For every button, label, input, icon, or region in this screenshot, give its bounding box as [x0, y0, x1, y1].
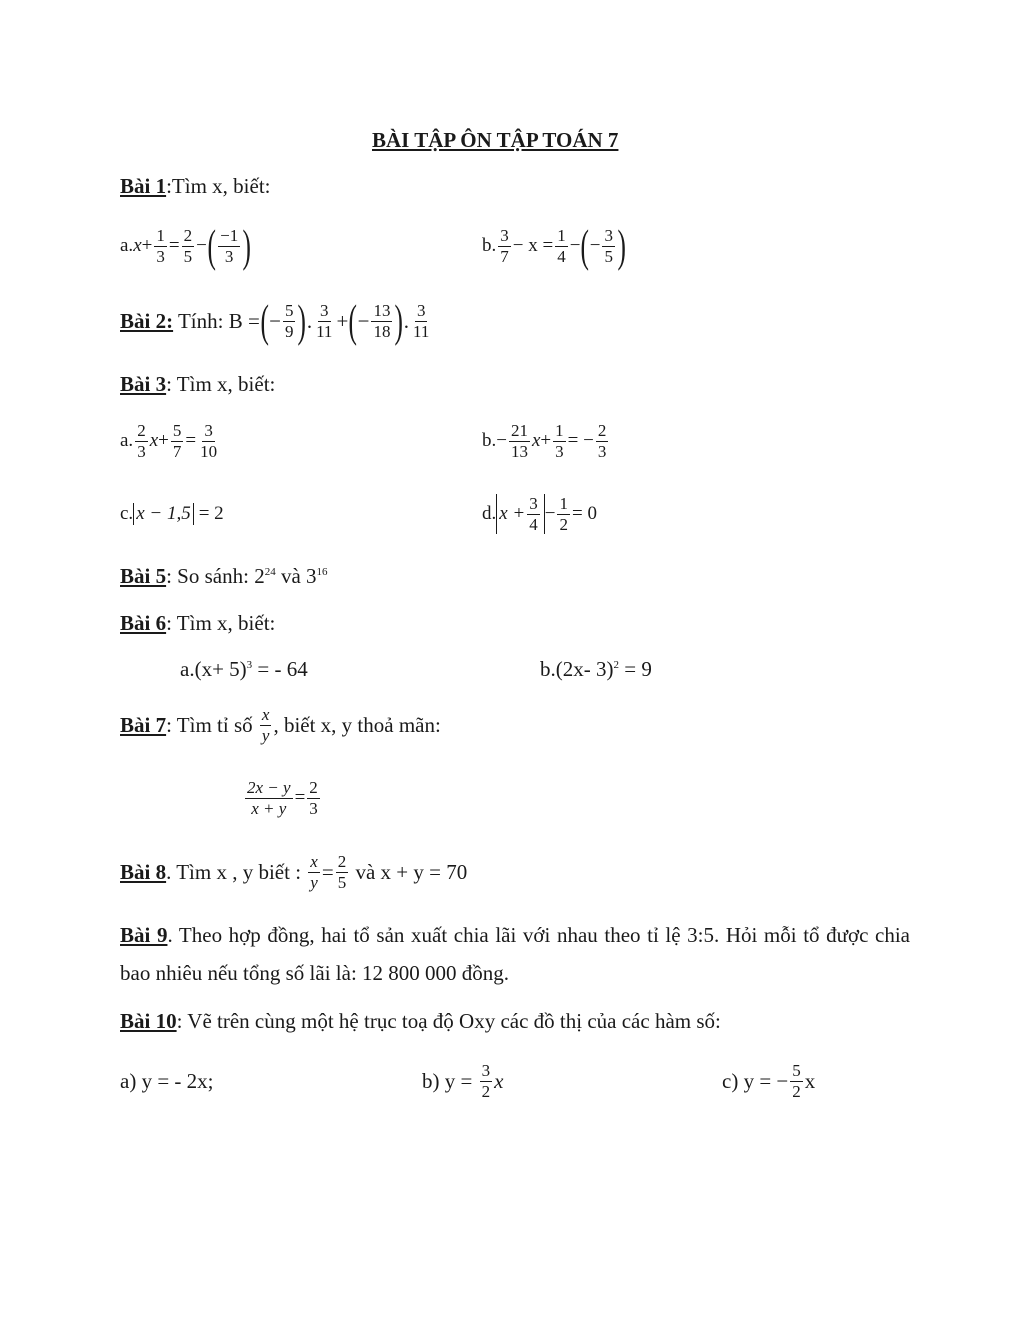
exercise-6b — [540, 659, 652, 680]
ex1a-x: x — [133, 235, 142, 256]
ex2-paren-open-1: ( — [260, 295, 269, 346]
ex5-and: và — [275, 564, 307, 588]
exercise-9 — [120, 916, 910, 992]
exercise-6-text: : Tìm x, biết: — [166, 611, 276, 635]
ex10b-x: x — [494, 1068, 504, 1093]
ex3b-plus: + — [540, 430, 552, 451]
ex3b-neg: − — [496, 430, 507, 451]
ex2-frac-2: $\frac{3}{11}$ — [316, 300, 333, 341]
ex3a-prefix: a. — [120, 430, 134, 451]
ex3d-rest: = 0 — [571, 503, 597, 524]
ex1b-frac-1: $\frac{3}{7}$ — [500, 225, 509, 266]
ex10b-frac: $\frac{3}{2}$ — [481, 1060, 491, 1101]
ex10a-text: a) y = - 2x; — [120, 1068, 214, 1093]
ex3d-frac: $\frac{1}{2}$ — [559, 493, 568, 534]
ex3b-prefix: b. — [482, 430, 497, 451]
ex6a-exp: 3 — [246, 659, 253, 671]
exercise-3a — [120, 414, 221, 468]
ex8-rest: và x + y = 70 — [350, 859, 468, 884]
exercise-10-label: Bài 10 — [120, 1009, 177, 1033]
exercise-3d — [482, 488, 597, 540]
ex3c-rest: = 2 — [198, 503, 224, 524]
exercise-7 — [120, 700, 441, 750]
ex1b-rest: − x = — [512, 235, 554, 256]
exercise-2-label: Bài 2: — [120, 308, 174, 333]
ex7-eq-frac-2: $\frac{2}{3}$ — [309, 777, 318, 818]
exercise-10b — [422, 1055, 503, 1107]
ex1b-minus: − — [569, 235, 581, 256]
exercise-8-label: Bài 8 — [120, 859, 167, 884]
ex8-frac-2: $\frac{2}{5}$ — [337, 851, 347, 892]
ex7-frac: $\frac{x}{y}$ — [261, 704, 270, 745]
ex3c-prefix: c. — [120, 503, 134, 524]
ex3b-x: x — [531, 430, 541, 451]
ex2-paren-close-2: ) — [394, 295, 404, 346]
ex3d-abs-frac: $\frac{3}{4}$ — [529, 493, 538, 534]
exercise-6-heading — [120, 613, 275, 634]
ex1b-paren-open: ( — [580, 220, 590, 271]
ex1a-frac-3: $\frac{-1}{3}$ — [220, 225, 239, 266]
exercise-1-heading — [120, 176, 271, 197]
ex1a-plus: + — [141, 235, 153, 256]
ex3b-frac-1: $\frac{21}{13}$ — [510, 420, 528, 461]
ex10b-prefix: b) y = — [422, 1068, 478, 1093]
page-title: BÀI TẬP ÔN TẬP TOÁN 7 — [372, 128, 619, 152]
ex10c-frac: $\frac{5}{2}$ — [792, 1060, 801, 1101]
ex3a-eq: = — [185, 430, 197, 451]
exercise-10-heading — [120, 1011, 721, 1032]
ex3b-frac-2: $\frac{1}{3}$ — [555, 420, 564, 461]
exercise-3-text: : Tìm x, biết: — [166, 372, 276, 396]
exercise-10-text: : Vẽ trên cùng một hệ trục toạ độ Oxy các đồ thị của các hàm số: — [176, 1009, 721, 1033]
ex3a-plus: + — [158, 430, 169, 451]
ex1a-eq: = — [168, 235, 180, 256]
exercise-2 — [120, 294, 433, 348]
ex1a-frac-2: $\frac{2}{5}$ — [183, 225, 193, 266]
ex2-neg-1: − — [269, 308, 281, 333]
ex1b-frac-3: $\frac{3}{5}$ — [604, 225, 613, 266]
ex3a-frac-2: $\frac{5}{7}$ — [172, 420, 182, 461]
ex3b-eq: = − — [567, 430, 594, 451]
ex5-base-2: 3 — [306, 564, 317, 588]
exercise-5 — [120, 566, 328, 587]
ex1a-paren-open: ( — [207, 220, 216, 271]
ex1b-frac-2: $\frac{1}{4}$ — [557, 225, 566, 266]
ex1b-paren-close: ) — [617, 220, 626, 271]
exercise-6a — [180, 659, 308, 680]
ex7-eq-frac-1: $\frac{2x - y}{x + y}$ — [247, 777, 291, 818]
exercise-1-text: :Tìm x, biết: — [166, 174, 271, 198]
exercise-7-text-1: : Tìm tỉ số — [166, 712, 258, 737]
exercise-1a — [120, 220, 252, 272]
ex6b-prefix: b.(2x- 3) — [540, 657, 614, 681]
exercise-8 — [120, 846, 467, 898]
ex6b-rest: = 9 — [618, 657, 652, 681]
exercise-7-label: Bài 7 — [120, 712, 167, 737]
ex2-paren-close-1: ) — [297, 295, 307, 346]
ex5-base-1: 2 — [254, 564, 265, 588]
ex2-dot-2: . — [403, 308, 410, 333]
ex3d-prefix: d. — [482, 503, 497, 524]
exercise-3-label: Bài 3 — [120, 372, 167, 396]
ex6b-exp: 2 — [613, 659, 619, 671]
exercise-7-text-2: , biết x, y thoả mãn: — [273, 712, 441, 737]
ex2-neg-2: − — [357, 308, 370, 333]
exercise-6-label: Bài 6 — [120, 611, 167, 635]
ex1b-neg: − — [589, 235, 601, 256]
exercise-9-label: Bài 9 — [120, 923, 168, 947]
ex1a-prefix: a. — [120, 235, 134, 256]
ex3a-x: x — [149, 430, 159, 451]
ex2-paren-open-2: ( — [348, 295, 358, 346]
ex1b-prefix: b. — [482, 235, 497, 256]
ex1a-minus: − — [196, 235, 207, 256]
ex5-exp-2: 16 — [316, 566, 328, 578]
ex2-frac-1: $\frac{5}{9}$ — [284, 300, 294, 341]
ex6a-prefix: a.(x+ 5) — [180, 657, 247, 681]
exercise-3c — [120, 496, 224, 532]
ex2-frac-3: $\frac{13}{18}$ — [373, 300, 391, 341]
ex2-dot-1: . — [306, 308, 313, 333]
exercise-5-text: : So sánh: — [166, 564, 255, 588]
ex1a-frac-1: $\frac{1}{3}$ — [156, 225, 165, 266]
ex3a-frac-1: $\frac{2}{3}$ — [137, 420, 146, 461]
ex6a-rest: = - 64 — [252, 657, 308, 681]
exercise-1b — [482, 220, 626, 272]
ex3b-frac-3: $\frac{2}{3}$ — [597, 420, 607, 461]
ex3a-frac-3: $\frac{3}{10}$ — [200, 420, 218, 461]
ex8-frac-1: $\frac{x}{y}$ — [310, 851, 318, 892]
ex2-frac-4: $\frac{3}{11}$ — [413, 300, 430, 341]
ex3d-minus: − — [544, 503, 556, 524]
exercise-5-label: Bài 5 — [120, 564, 167, 588]
ex10c-prefix: c) y = − — [722, 1068, 789, 1093]
exercise-10a — [120, 1055, 214, 1107]
ex3c-absolute: x − 1,5 — [133, 503, 194, 525]
exercise-7-equation — [243, 770, 322, 826]
ex1a-paren-close: ) — [242, 220, 252, 271]
ex8-eq: = — [321, 859, 334, 884]
ex7-eq-sign: = — [294, 787, 306, 808]
exercise-3b — [482, 414, 610, 468]
exercise-9-text: . Theo hợp đồng, hai tổ sản xuất chia lãi với nhau theo tỉ lệ 3:5. Hỏi mỗi tổ được chia bao nhiêu nếu tổng số lãi là: 12 800 000 đồng. — [120, 923, 911, 985]
exercise-2-text: Tính: B = — [173, 308, 260, 333]
ex10c-x: x — [804, 1068, 816, 1093]
ex2-plus: + — [336, 308, 349, 333]
ex3d-abs-x: x + — [499, 503, 526, 524]
exercise-1-label: Bài 1 — [120, 174, 167, 198]
exercise-10c — [722, 1055, 815, 1107]
exercise-3-heading — [120, 374, 275, 395]
exercise-8-text: . Tìm x , y biết : — [166, 859, 307, 884]
ex5-exp-1: 24 — [264, 566, 276, 578]
ex3d-absolute — [496, 494, 545, 534]
